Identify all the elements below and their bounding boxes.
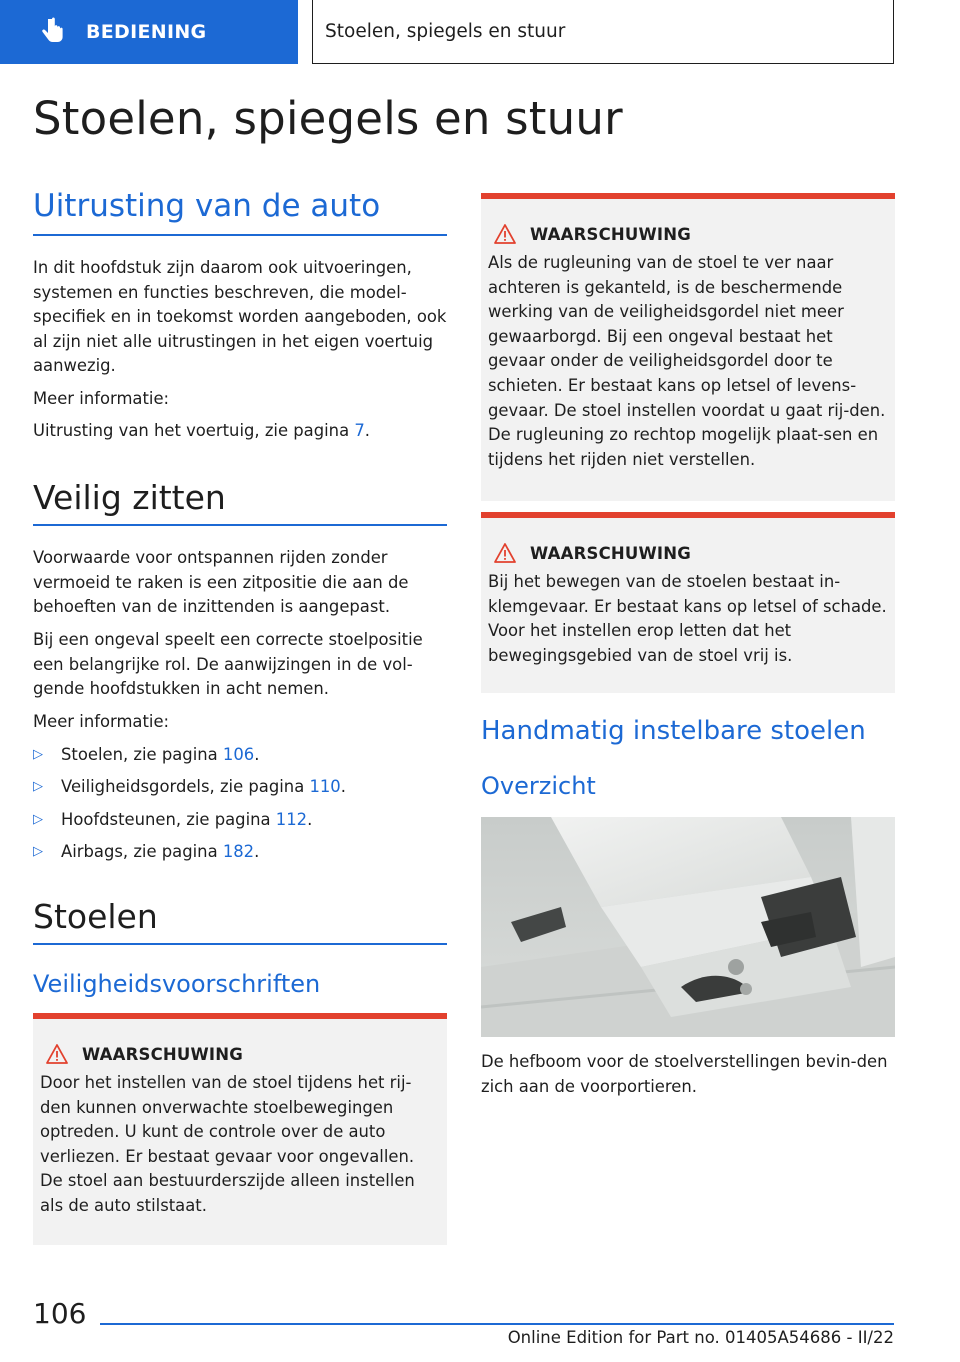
- seats-heading: Stoelen: [33, 897, 158, 936]
- list-item-text: Airbags, zie pagina: [61, 841, 223, 861]
- list-item-end: .: [340, 777, 346, 797]
- chapter-tab[interactable]: [0, 0, 298, 64]
- list-item: [33, 840, 447, 872]
- triangle-bullet-icon: ▷: [33, 779, 43, 795]
- warning-text: Als de rugleuning van de stoel te ver naar achteren is gekanteld, is de beschermende werking van de veiligheidsgordel niet meer gewaarborgd. Bij een ongeval bestaat het gevaar onder de veiligheidsgordel door te schieten. Er bestaat kans op letsel of levens-gevaar. De stoel instellen voordat u gaat rij-den. De rugleuning zo rechtop mogelijk plaat-sen en tijdens het rijden niet verstellen.: [488, 253, 886, 469]
- footer-rule: [100, 1323, 894, 1325]
- list-item-text: Hoofdsteunen, zie pagina: [61, 809, 276, 829]
- triangle-bullet-icon: ▷: [33, 747, 43, 762]
- chapter-label: BEDIENING: [86, 21, 207, 43]
- warning-header: [40, 1037, 440, 1071]
- section-header: [312, 0, 894, 64]
- seat-adjustment-photo: [481, 817, 895, 1037]
- equipment-heading: Uitrusting van de auto: [33, 188, 381, 224]
- heading-rule: [33, 943, 447, 945]
- warning-text: Bij het bewegen van de stoelen bestaat in-klemgevaar. Er bestaat kans op letsel of schade. Voor het instellen erop letten dat het bewegingsgebied van de stoel vrij is.: [488, 572, 887, 665]
- warning-title: WAARSCHUWING: [530, 224, 691, 244]
- warning-title: WAARSCHUWING: [82, 1044, 243, 1064]
- list-item: [33, 743, 447, 775]
- page-link[interactable]: 182: [222, 841, 255, 861]
- photo-caption: De hefboom voor de stoelverstellingen bevin-den zich aan de voorportieren.: [481, 1052, 888, 1096]
- reference-end: .: [364, 421, 370, 440]
- list-item-end: .: [307, 809, 313, 829]
- page-link[interactable]: 112: [275, 809, 308, 829]
- page-link[interactable]: 7: [354, 421, 365, 440]
- list-item-end: .: [254, 841, 260, 861]
- page-link[interactable]: 110: [309, 777, 341, 797]
- edition-footer: Online Edition for Part no. 01405A54686 - II/22: [507, 1328, 894, 1347]
- list-item: [33, 808, 447, 840]
- warning-header: [488, 536, 888, 570]
- warning-box: [481, 512, 895, 693]
- overview-heading: Overzicht: [481, 772, 596, 800]
- list-item-text: Stoelen, zie pagina: [61, 745, 223, 764]
- heading-rule: [33, 524, 447, 526]
- list-item-end: .: [254, 745, 260, 764]
- more-info-label: Meer informatie:: [33, 389, 170, 408]
- more-info-label: Meer informatie:: [33, 712, 170, 731]
- warning-box: [481, 193, 895, 501]
- manual-seats-heading: Handmatig instelbare stoelen: [481, 716, 866, 746]
- list-item-text: Veiligheidsgordels, zie pagina: [61, 777, 310, 797]
- warning-box: [33, 1013, 447, 1245]
- triangle-bullet-icon: ▷: [33, 843, 43, 859]
- page-number: 106: [33, 1297, 87, 1330]
- page-link[interactable]: 106: [222, 745, 255, 764]
- section-label: Stoelen, spiegels en stuur: [325, 21, 566, 42]
- warning-triangle-icon: [494, 224, 516, 244]
- safe-seating-paragraph-2: Bij een ongeval speelt een correcte stoelpositie een belangrijke rol. De aanwijzingen in de vol-gende hoofdstukken in acht nemen.: [33, 630, 423, 699]
- page-title: Stoelen, spiegels en stuur: [33, 92, 623, 145]
- safety-rules-heading: Veiligheidsvoorschriften: [33, 970, 321, 998]
- warning-header: [488, 217, 888, 251]
- warning-triangle-icon: [46, 1044, 68, 1064]
- triangle-bullet-icon: ▷: [33, 811, 43, 827]
- warning-triangle-icon: [494, 543, 516, 563]
- warning-title: WAARSCHUWING: [530, 543, 691, 563]
- list-item: [33, 775, 447, 807]
- safe-seating-paragraph-1: Voorwaarde voor ontspannen rijden zonder vermoeid te raken is een zitpositie die aan de behoeften van de inzittenden is aangepast.: [33, 548, 409, 617]
- warning-text: Door het instellen van de stoel tijdens het rij-den kunnen onverwachte stoelbewegingen optreden. U kunt de controle over de auto verliezen. Er bestaat gevaar voor ongevallen. De stoel aan bestuurderszijde alleen instellen als de auto stilstaat.: [40, 1073, 415, 1215]
- reference-text: Uitrusting van het voertuig, zie pagina: [33, 421, 355, 440]
- heading-rule: [33, 234, 447, 236]
- safe-seating-heading: Veilig zitten: [33, 478, 226, 517]
- hand-pointer-icon: [36, 16, 68, 48]
- equipment-reference: [33, 419, 447, 444]
- equipment-paragraph: In dit hoofdstuk zijn daarom ook uitvoeringen, systemen en functies beschreven, die model-specifiek en in toekomst worden aangeboden, ook al zijn niet alle uitrustingen in het eigen voertuig aanwezig.: [33, 258, 447, 376]
- reference-list: [33, 743, 447, 872]
